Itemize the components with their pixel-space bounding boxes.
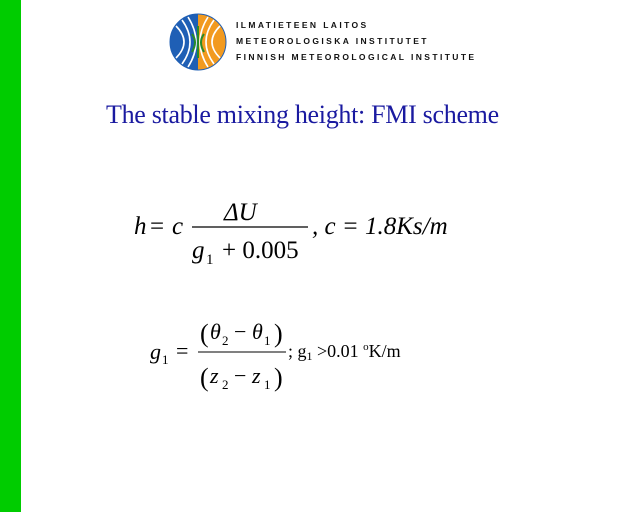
- green-sidebar-bar: [0, 0, 21, 512]
- eq2-den-b: z: [252, 363, 261, 388]
- mixing-height-equation: [132, 190, 492, 270]
- eq2-den-a: z: [210, 363, 219, 388]
- eq2-den-close-paren: ): [274, 363, 283, 392]
- eq1-denom-sub: 1: [206, 252, 214, 268]
- eq2-den-a-sub: 2: [222, 377, 229, 392]
- eq1-lhs: h: [134, 213, 147, 240]
- eq1-numerator: ΔU: [224, 199, 257, 226]
- note-degree: o: [363, 341, 369, 353]
- eq2-den-b-sub: 1: [264, 377, 271, 392]
- eq2-lhs-sub: 1: [162, 352, 169, 367]
- note-sub: 1: [306, 349, 313, 363]
- eq2-den-open-paren: (: [200, 363, 209, 392]
- org-name-finnish: ILMATIETEEN LAITOS: [236, 20, 369, 30]
- eq2-num-a: θ: [210, 319, 221, 344]
- eq2-den-minus: −: [234, 363, 247, 388]
- org-name-swedish: METEOROLOGISKA INSTITUTET: [236, 36, 429, 46]
- note-mid: >0.01: [312, 341, 364, 361]
- eq2-num-b-sub: 1: [264, 333, 271, 348]
- eq1-denom-rest: + 0.005: [222, 237, 299, 264]
- eq2-lhs: g: [150, 339, 161, 364]
- eq1-equals: =: [150, 213, 165, 240]
- fmi-logo-icon: [168, 12, 228, 72]
- eq1-tail: , c = 1.8Ks/m: [312, 213, 448, 240]
- eq2-num-a-sub: 2: [222, 333, 229, 348]
- eq2-num-minus: −: [234, 319, 247, 344]
- note-unit: K/m: [368, 341, 401, 361]
- organization-name: [236, 17, 477, 65]
- eq2-num-open-paren: (: [200, 319, 209, 348]
- eq2-num-b: θ: [252, 319, 263, 344]
- note-prefix: ; g: [288, 341, 307, 361]
- eq1-coef: c: [172, 213, 184, 240]
- eq2-equals: =: [176, 338, 189, 363]
- org-name-english: FINNISH METEOROLOGICAL INSTITUTE: [236, 52, 477, 62]
- eq2-num-close-paren: ): [274, 319, 283, 348]
- eq1-denom-var: g: [192, 237, 205, 264]
- gradient-threshold-note: [288, 341, 401, 364]
- slide-title: The stable mixing height: FMI scheme: [106, 100, 499, 129]
